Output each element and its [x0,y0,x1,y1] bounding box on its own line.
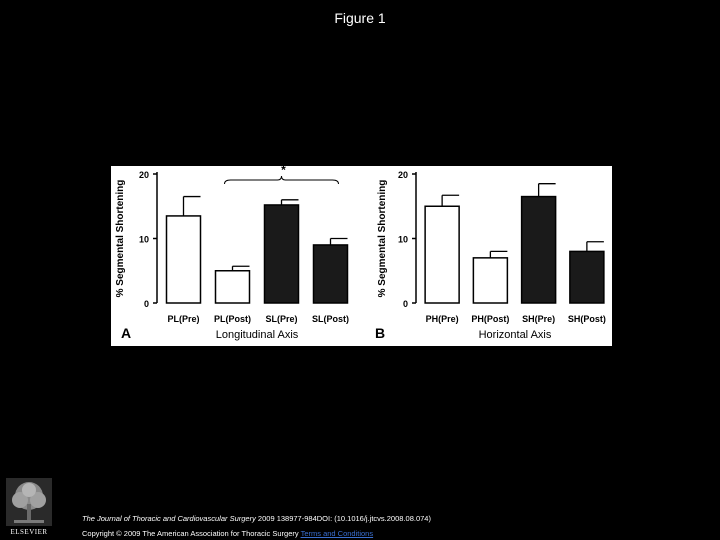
citation-details: 2009 138977-984DOI: (10.1016/j.jtcvs.2008.08.074) [255,514,431,523]
y-axis-label: % Segmental Shortening [115,179,126,298]
significance-bracket [225,176,339,184]
x-tick-label: SL(Pre) [265,314,298,324]
y-tick-label: 20 [397,170,408,180]
panel-label: A [121,325,132,341]
y-tick-label: 20 [138,170,149,180]
terms-and-conditions-link[interactable]: Terms and Conditions [300,529,374,538]
copyright-text: Copyright © 2009 The American Association for Thoracic Surgery [82,529,301,538]
bar [216,271,250,303]
significance-marker: * [281,166,286,177]
x-tick-label: PL(Post) [214,314,251,324]
x-tick-label: PL(Pre) [167,314,200,324]
elsevier-wordmark: ELSEVIER [10,528,48,536]
panel-label: B [375,325,386,341]
bar [425,206,459,303]
y-tick-label: 0 [143,299,149,309]
y-axis-label: % Segmental Shortening [377,179,388,298]
bar [265,205,299,303]
bar [473,258,507,303]
bar-charts [111,166,612,346]
x-axis-label: Horizontal Axis [478,329,552,341]
y-tick-label: 10 [397,234,408,245]
figure-panel [111,166,612,346]
citation [82,514,431,523]
bar [522,197,556,303]
citation-journal: The Journal of Thoracic and Cardiovascular Surgery [82,514,256,523]
x-tick-label: SL(Post) [312,314,349,324]
y-tick-label: 0 [402,299,408,309]
bar [167,216,201,303]
bar [570,251,604,303]
x-tick-label: SH(Post) [567,314,606,324]
bar [314,245,348,303]
y-tick-label: 10 [138,234,149,245]
x-tick-label: PH(Post) [471,314,510,324]
x-tick-label: SH(Pre) [522,314,556,324]
copyright-line [82,529,373,538]
slide-title: Figure 1 [334,10,386,26]
x-tick-label: PH(Pre) [425,314,459,324]
x-axis-label: Longitudinal Axis [215,329,299,341]
